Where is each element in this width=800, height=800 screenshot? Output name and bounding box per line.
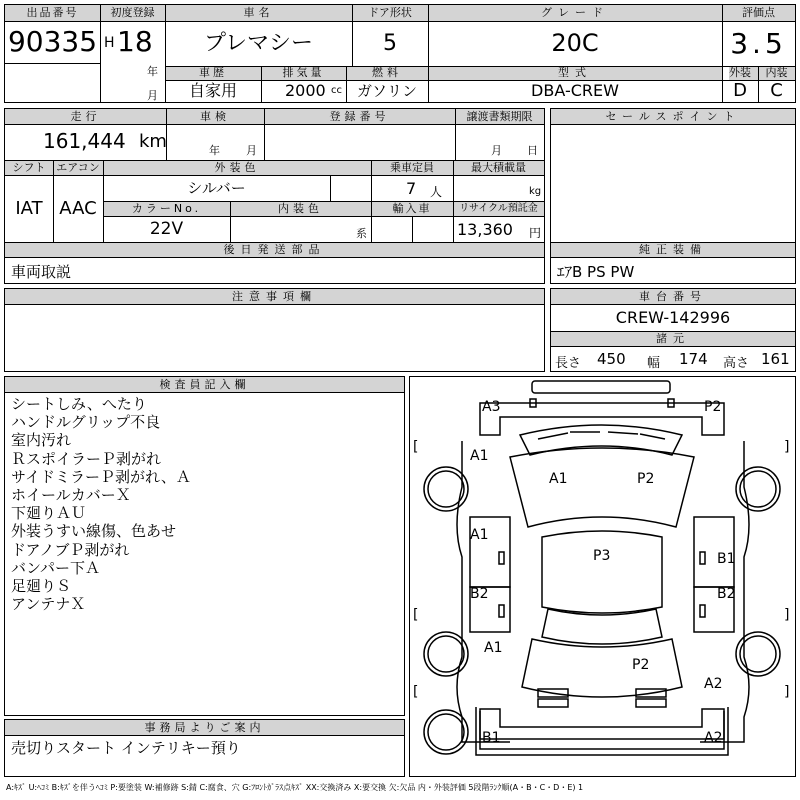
chassis-label: 車台番号: [639, 290, 707, 303]
spare-tire: [428, 714, 464, 750]
later-parts-value: 車両取説: [11, 263, 72, 281]
grade-value: 20C: [551, 29, 599, 57]
remark-line: アンテナＸ: [11, 595, 86, 614]
inspection-year-unit: 年: [209, 144, 220, 157]
damage-label-front-right-bumper: P2: [704, 399, 722, 415]
color-no-label: カラーNo.: [131, 202, 202, 215]
chassis-value: CREW-142996: [615, 308, 731, 327]
car-diagram-panel: [409, 376, 796, 777]
bracket-left-bottom: [: [413, 684, 419, 700]
office-text: 売切りスタート インテリキー預り: [11, 739, 241, 757]
detail-block: [4, 108, 545, 284]
recycle-value: 13,360: [457, 220, 513, 239]
hood: [510, 448, 694, 527]
equipment-label: 純正装備: [639, 243, 707, 256]
height-label: 高さ: [723, 356, 750, 371]
caution-block: [4, 288, 545, 372]
transfer-day-unit: 日: [527, 144, 538, 157]
mileage-unit: km: [139, 131, 167, 152]
capacity-unit: 人: [430, 185, 443, 199]
remark-line: 外装うすい線傷、色あせ: [11, 522, 177, 541]
history-value: 自家用: [188, 81, 237, 100]
front-right-wheel: [740, 471, 776, 507]
color-no-value: 22V: [149, 219, 184, 239]
fuel-value: ガソリン: [356, 82, 417, 100]
bracket-left-top: [: [413, 439, 419, 455]
dimensions-label: 諸元: [656, 332, 690, 345]
rear-bumper: [480, 709, 724, 739]
reg-year: 18: [117, 25, 153, 58]
sales-points-label: セールスポイント: [605, 110, 741, 123]
damage-label-left-front-door: A1: [470, 527, 489, 543]
front-bumper-bar: [532, 381, 670, 393]
transfer-deadline-label: 譲渡書類期限: [466, 110, 533, 123]
fuel-label: 燃料: [372, 66, 402, 79]
damage-label-roof: P3: [593, 548, 611, 564]
rear-right-wheel: [740, 636, 776, 672]
remark-line: シートしみ、へたり: [11, 395, 147, 413]
car-diagram: [410, 377, 795, 776]
model-value: DBA-CREW: [531, 81, 619, 100]
first-reg-label: 初度登録: [110, 6, 155, 19]
score-label: 評価点: [742, 6, 775, 19]
remarks-list: [11, 395, 401, 613]
max-load-unit: kg: [529, 186, 542, 197]
damage-label-hood-left: A1: [549, 471, 568, 487]
office-label: 事務局よりご案内: [144, 721, 265, 734]
remark-line: 室内汚れ: [11, 431, 72, 450]
equipment-value: ｴｱB PS PW: [557, 263, 635, 281]
max-load-label: 最大積載量: [471, 161, 526, 174]
height-value: 161: [761, 350, 790, 368]
recycle-unit: 円: [529, 226, 542, 240]
displacement-label: 排気量: [282, 66, 325, 79]
lot-number: 90335: [7, 25, 98, 58]
damage-label-rear-right-bumper: A2: [704, 730, 723, 746]
cc-unit: cc: [331, 85, 342, 96]
remark-line: バンパー下Ａ: [11, 558, 100, 577]
remark-line: 足廻りＳ: [11, 576, 72, 595]
sales-points-block: [550, 108, 796, 284]
chassis-block: [550, 288, 796, 372]
top-block: [4, 4, 796, 103]
score-value: 3.5: [730, 27, 787, 60]
rear-left-wheel: [428, 636, 464, 672]
bracket-right-bottom: ]: [784, 684, 790, 700]
year-unit: 年: [147, 65, 158, 78]
door-value: 5: [383, 31, 397, 56]
exterior-color-label: 外装色: [214, 161, 260, 174]
remark-line: ＲスポイラーＰ剥がれ: [11, 449, 162, 468]
door-label: ドア形状: [368, 6, 412, 19]
displacement-value: 2000: [285, 81, 326, 100]
front-bumper: [480, 403, 724, 435]
interior-grade: C: [770, 80, 783, 101]
shift-value: IAT: [15, 198, 43, 219]
damage-label-right-front-door: B1: [717, 551, 736, 567]
car-name-label: 車名: [243, 6, 274, 19]
model-label: 型式: [558, 66, 592, 79]
length-label: 長さ: [555, 356, 582, 371]
width-label: 幅: [647, 356, 661, 371]
interior-grade-label: 内装: [765, 66, 788, 79]
exterior-grade: D: [733, 80, 747, 101]
damage-label-left-front-fender: A1: [470, 448, 489, 464]
grade-label: グレード: [541, 6, 609, 19]
ac-value: AAC: [59, 198, 97, 219]
interior-color-label: 内装色: [278, 202, 323, 215]
interior-color-unit: 系: [356, 227, 367, 240]
bracket-left-mid: [: [413, 607, 419, 623]
remark-line: ドアノブＰ剥がれ: [11, 540, 130, 559]
remark-line: ホイールカバーＸ: [11, 485, 131, 504]
bracket-right-top: ]: [784, 439, 790, 455]
import-label: 輸入車: [392, 202, 432, 215]
capacity-label: 乗車定員: [390, 161, 434, 174]
car-name: プレマシー: [203, 31, 314, 56]
length-value: 450: [597, 350, 626, 368]
damage-label-right-rear-door: B2: [717, 586, 736, 602]
exterior-grade-label: 外装: [729, 66, 751, 79]
damage-label-front-left-bumper: A3: [482, 399, 501, 415]
legend-text: A:ｷｽﾞ U:ﾍｺﾐ B:ｷｽﾞを伴うﾍｺﾐ P:要塗装 W:補修跡 S:錆 C:腐食、穴 G:ﾌﾛﾝﾄｶﾞﾗｽ点ｷｽﾞ XX:交換済み X:要交換 欠:欠品 内・外装評価 5段階ﾗﾝｸ順(A・B・C・D・E) 1: [6, 783, 584, 792]
recycle-label: リサイクル預託金: [459, 203, 538, 214]
inspection-month-unit: 月: [246, 144, 257, 157]
front-left-wheel: [428, 471, 464, 507]
damage-label-hood-right: P2: [637, 471, 655, 487]
shift-label: シフト: [12, 161, 46, 174]
windshield: [520, 425, 682, 455]
office-block: [4, 719, 405, 777]
registration-label: 登録番号: [329, 110, 390, 123]
exterior-color-value: シルバー: [187, 179, 246, 197]
damage-label-left-rear-fender: A1: [484, 640, 503, 656]
damage-label-rear-left-bumper: B1: [482, 730, 501, 746]
inspector-label: 検査員記入欄: [159, 378, 250, 391]
ac-label: エアコン: [56, 161, 100, 174]
remark-line: 下廻りＡＵ: [11, 504, 87, 523]
era: H: [104, 35, 115, 51]
damage-label-trunk: P2: [632, 657, 650, 673]
roof: [542, 531, 662, 613]
rear-glass: [542, 609, 662, 644]
inspection-label: 車検: [200, 110, 230, 123]
transfer-month-unit: 月: [491, 144, 502, 157]
damage-label-left-rear-door: B2: [470, 586, 489, 602]
mileage-label: 走行: [70, 110, 101, 123]
remark-line: ハンドルグリップ不良: [11, 413, 161, 432]
capacity-value: 7: [406, 179, 417, 198]
inspector-block: [4, 376, 405, 716]
caution-label: 注意事項欄: [232, 290, 317, 303]
remark-line: サイドミラーＰ剥がれ、Ａ: [11, 467, 191, 486]
damage-label-right-rear-fender: A2: [704, 676, 723, 692]
later-parts-label: 後日発送部品: [223, 243, 326, 256]
history-label: 車歴: [199, 66, 227, 79]
mileage-value: 161,444: [43, 129, 126, 153]
bracket-right-mid: ]: [784, 607, 790, 623]
month-unit: 月: [147, 89, 158, 102]
lot-number-label: 出品番号: [26, 6, 79, 19]
width-value: 174: [679, 350, 708, 368]
